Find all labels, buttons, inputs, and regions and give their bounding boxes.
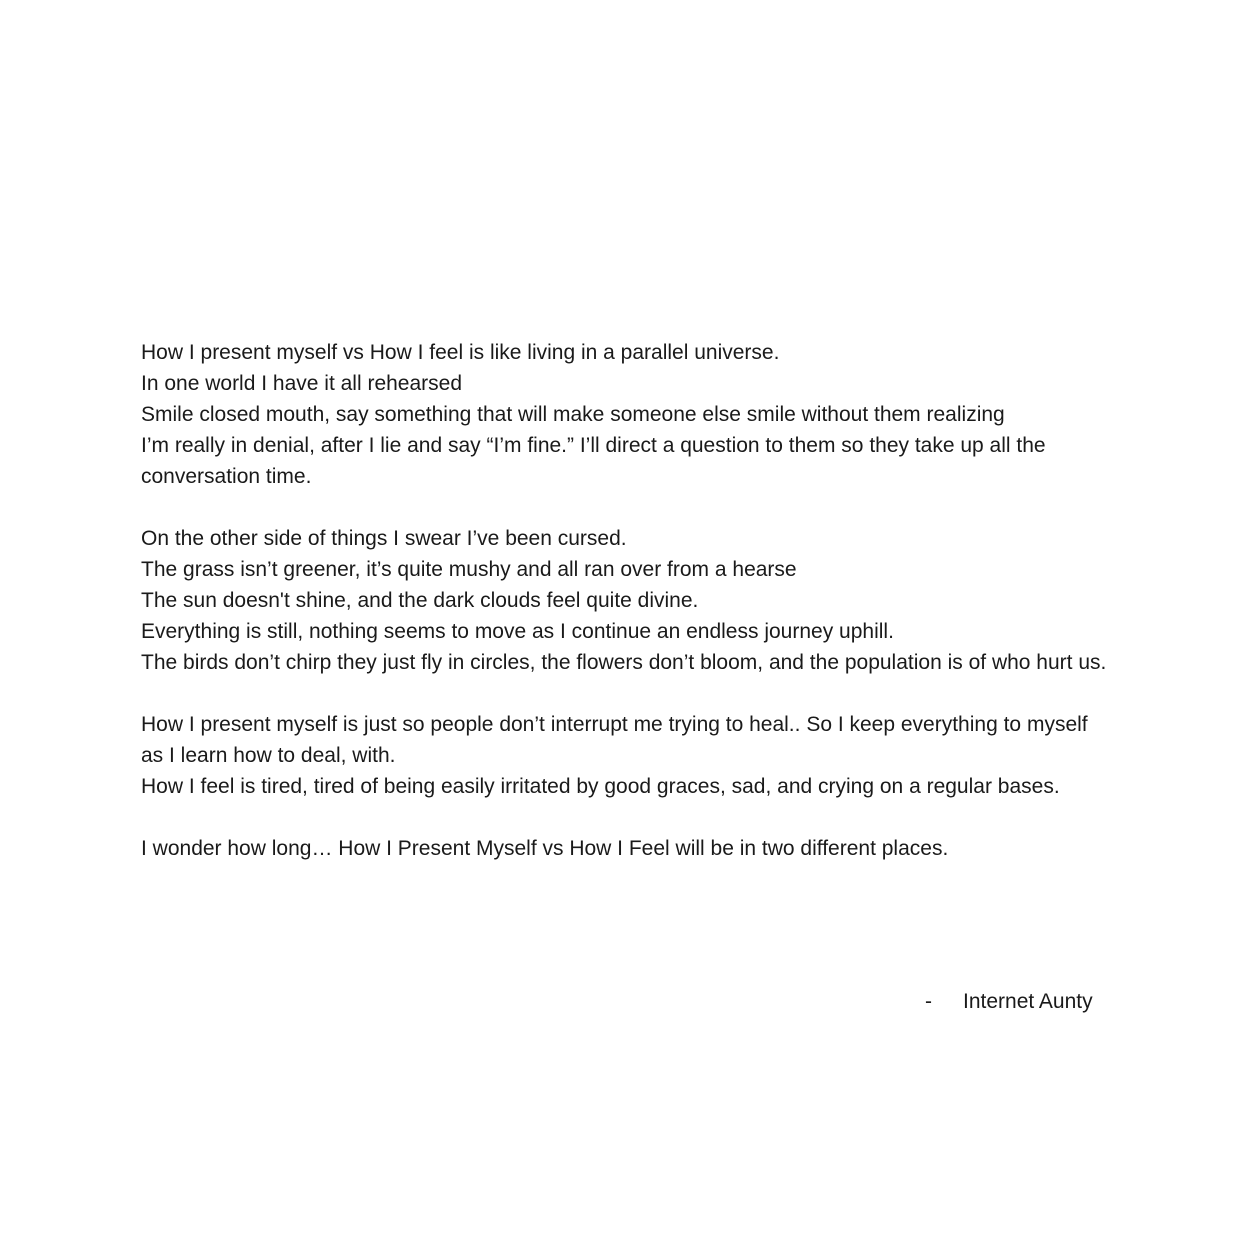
signature-dash: - [925, 990, 932, 1013]
poem-line: How I present myself is just so people don’t interrupt me trying to heal.. So I keep everything to myself as I learn how to deal, with. [141, 713, 1088, 767]
poem-line: I’m really in denial, after I lie and say “I’m fine.” I’ll direct a question to them so they take up all the conversation time. [141, 434, 1046, 488]
stanza-3 [141, 709, 1113, 802]
poem-line: How I present myself vs How I feel is like living in a parallel universe. [141, 341, 780, 364]
poem-line: The grass isn’t greener, it’s quite mushy and all ran over from a hearse [141, 558, 797, 581]
poem-line: In one world I have it all rehearsed [141, 372, 463, 395]
poem-body [141, 337, 1113, 895]
poem-line: Everything is still, nothing seems to move as I continue an endless journey uphill. [141, 620, 894, 643]
stanza-1 [141, 337, 1113, 492]
stanza-2 [141, 523, 1113, 678]
poem-line: How I feel is tired, tired of being easily irritated by good graces, sad, and crying on a regular bases. [141, 775, 1060, 798]
poem-line: Smile closed mouth, say something that will make someone else smile without them realizing [141, 403, 1005, 426]
signature [925, 986, 1093, 1017]
poem-line: The sun doesn't shine, and the dark clouds feel quite divine. [141, 589, 699, 612]
signature-author: Internet Aunty [963, 990, 1093, 1013]
poem-line: The birds don’t chirp they just fly in circles, the flowers don’t bloom, and the population is of who hurt us. [141, 651, 1107, 674]
stanza-4 [141, 833, 1113, 864]
poem-line: On the other side of things I swear I’ve been cursed. [141, 527, 627, 550]
poem-line: I wonder how long… How I Present Myself vs How I Feel will be in two different places. [141, 837, 949, 860]
